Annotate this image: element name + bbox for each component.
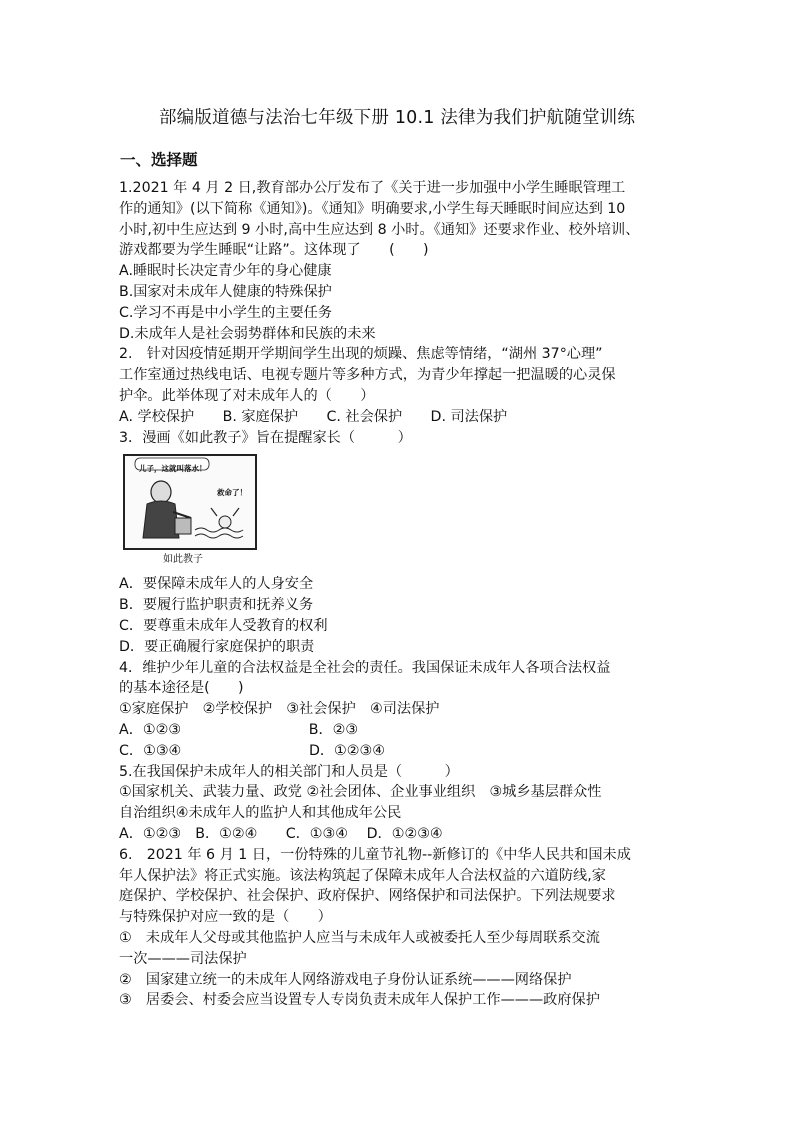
options-row: A．①②③ B．①②④ C．①③④ D．①②③④ bbox=[119, 825, 443, 842]
question-5 bbox=[119, 762, 679, 845]
question-stem-line: 6. 2021 年 6 月 1 日，一份特殊的儿童节礼物--新修订的《中华人民共和国未成 bbox=[119, 846, 631, 863]
question-6 bbox=[119, 845, 679, 1011]
question-stem-line: 小时,初中生应达到 9 小时,高中生应达到 8 小时。《通知》还要求作业、校外培训、 bbox=[119, 221, 640, 238]
option-a: A．要保障未成年人的人身安全 bbox=[119, 576, 314, 593]
question-4 bbox=[119, 658, 679, 762]
question-stem-line: 3．漫画《如此教子》旨在提醒家长（ ） bbox=[119, 429, 412, 446]
question-stem-line: 4．维护少年儿童的合法权益是全社会的责任。我国保证未成年人各项合法权益 bbox=[119, 659, 611, 676]
cartoon-image bbox=[123, 454, 257, 550]
question-stem-line: 2. 针对因疫情延期开学期间学生出现的烦躁、焦虑等情绪，“湖州 37°心理” bbox=[119, 346, 603, 363]
question-2 bbox=[119, 344, 679, 427]
speech-bubble-father: 儿子，这就叫落水！ bbox=[139, 464, 207, 474]
figure-caption: 如此教子 bbox=[163, 554, 203, 566]
section-heading: 一、选择题 bbox=[120, 151, 198, 169]
option-d: D.未成年人是社会弱势群体和民族的未来 bbox=[119, 325, 376, 342]
speech-bubble-child: 救命了！ bbox=[217, 488, 247, 498]
document-title: 部编版道德与法治七年级下册 10.1 法律为我们护航随堂训练 bbox=[158, 108, 636, 128]
question-stem-line: ①家庭保护 ②学校保护 ③社会保护 ④司法保护 bbox=[119, 701, 440, 718]
option-c: C.学习不再是中小学生的主要任务 bbox=[119, 304, 333, 321]
option-a: A.睡眠时长决定青少年的身心健康 bbox=[119, 263, 332, 280]
option-d: D．要正确履行家庭保护的职责 bbox=[119, 638, 315, 655]
question-stem-line: ①国家机关、武装力量、政党 ②社会团体、企业事业组织 ③城乡基层群众性 bbox=[119, 784, 602, 801]
question-stem-line: 年人保护法》将正式实施。该法构筑起了保障未成年人合法权益的六道防线,家 bbox=[119, 867, 606, 884]
options-row: C．①③④ D．①②③④ bbox=[119, 742, 385, 759]
question-stem-line: 游戏都要为学生睡眠“让路”。这体现了 ( ) bbox=[119, 242, 429, 259]
statement-3: ③ 居委会、村委会应当设置专人专岗负责未成年人保护工作———政府保护 bbox=[119, 992, 600, 1009]
option-c: C．要尊重未成年人受教育的权利 bbox=[119, 617, 328, 634]
question-stem-line: 工作室通过热线电话、电视专题片等多种方式，为青少年撑起一把温暖的心灵保 bbox=[119, 367, 616, 384]
question-stem-line: 与特殊保护对应一致的是（ ） bbox=[119, 909, 332, 926]
statement-2: ② 国家建立统一的未成年人网络游戏电子身份认证系统———网络保护 bbox=[119, 971, 572, 988]
options-row: A. 学校保护 B. 家庭保护 C. 社会保护 D. 司法保护 bbox=[119, 408, 508, 425]
question-stem-line: 1.2021 年 4 月 2 日,教育部办公厅发布了《关于进一步加强中小学生睡眠管理工 bbox=[119, 180, 626, 196]
question-3 bbox=[119, 428, 679, 658]
question-stem-line: 护伞。此举体现了对未成年人的（ ） bbox=[119, 387, 375, 404]
option-b: B.国家对未成年人健康的特殊保护 bbox=[119, 283, 332, 300]
question-1 bbox=[119, 178, 679, 344]
question-stem-line: 的基本途径是( ) bbox=[119, 680, 244, 697]
option-b: B．要履行监护职责和抚养义务 bbox=[119, 597, 314, 614]
statement-1-cont: 一次———司法保护 bbox=[119, 950, 247, 967]
question-stem-line: 庭保护、学校保护、社会保护、政府保护、网络保护和司法保护。下列法规要求 bbox=[119, 888, 616, 905]
question-list bbox=[119, 178, 679, 1011]
options-row: A．①②③ B．②③ bbox=[119, 721, 359, 738]
question-stem-line: 自治组织④未成年人的监护人和其他成年公民 bbox=[119, 805, 402, 822]
statement-1: ① 未成年人父母或其他监护人应当与未成年人或被委托人至少每周联系交流 bbox=[119, 929, 600, 946]
question-stem-line: 作的通知》(以下简称《通知》)。《通知》明确要求,小学生每天睡眠时间应达到 10 bbox=[119, 200, 626, 217]
question-stem-line: 5.在我国保护未成年人的相关部门和人员是（ ） bbox=[119, 763, 459, 780]
